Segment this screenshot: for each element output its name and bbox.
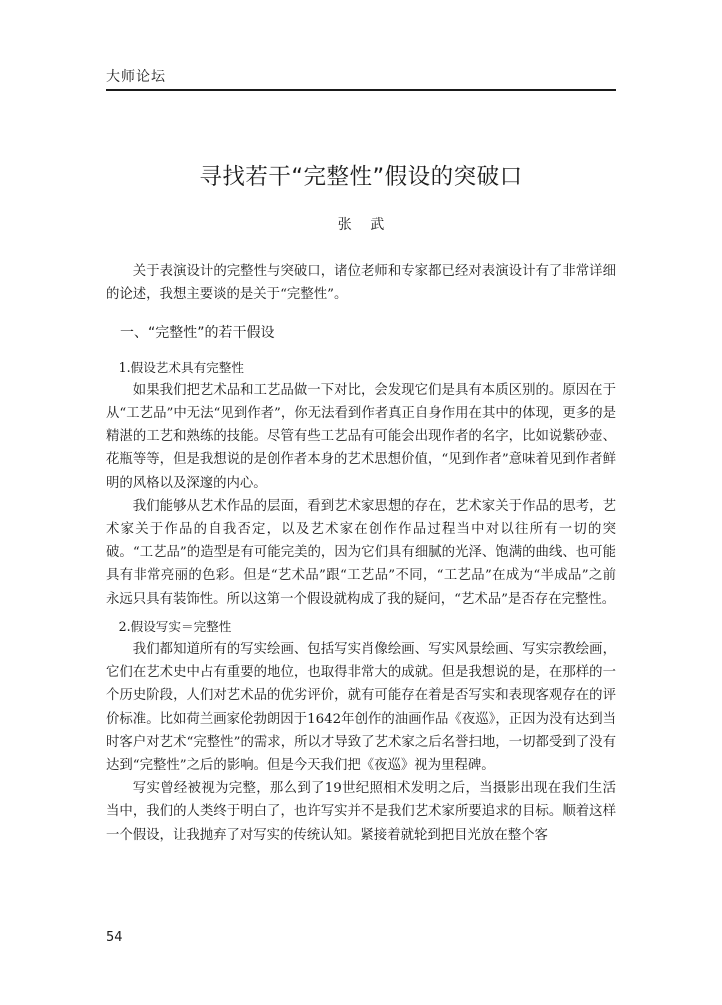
article-title: 寻找若干“完整性”假设的突破口 xyxy=(199,164,523,190)
article-body xyxy=(106,260,616,847)
intro-paragraph: 关于表演设计的完整性与突破口，诸位老师和专家都已经对表演设计有了非常详细的论述，我想主要谈的是关于“完整性”。 xyxy=(106,264,616,303)
subsection-heading: 2.假设写实＝完整性 xyxy=(118,618,232,634)
author-name: 张 武 xyxy=(337,217,385,233)
body-paragraph: 写实曾经被视为完整，那么到了19世纪照相术发明之后，当摄影出现在我们生活当中，我们的人类终于明白了，也许写实并不是我们艺术家所要追求的目标。顺着这样一个假设，让我抛弃了对写实的传统认知。紧接着就轮到把目光放在整个客 xyxy=(106,781,616,843)
body-paragraph: 我们都知道所有的写实绘画、包括写实肖像绘画、写实风景绘画、写实宗教绘画，它们在艺术史中占有重要的地位，也取得非常大的成就。但是我想说的是，在那样的一个历史阶段，人们对艺术品的优劣评价，就有可能存在着是否写实和表现客观存在的评价标准。比如荷兰画家伦勃朗因于1642年创作的油画作品《夜巡》，正因为没有达到当时客户对艺术“完整性”的需求，所以才导致了艺术家之后名誉扫地，一切都受到了没有达到“完整性”之后的影响。但是今天我们把《夜巡》视为里程碑。 xyxy=(106,642,616,774)
header-rule xyxy=(106,89,616,91)
body-paragraph: 我们能够从艺术作品的层面，看到艺术家思想的存在，艺术家关于作品的思考，艺术家关于作品的自我否定，以及艺术家在创作作品过程当中对以往所有一切的突破。“工艺品”的造型是有可能完美的，因为它们具有细腻的光泽、饱满的曲线、也可能具有非常亮丽的色彩。但是“艺术品”跟“工艺品”不同，“工艺品”在成为“半成品”之前永远只具有装饰性。所以这第一个假设就构成了我的疑问，“艺术品”是否存在完整性。 xyxy=(106,498,616,607)
subsection-heading: 1.假设艺术具有完整性 xyxy=(118,359,244,375)
running-head: 大师论坛 xyxy=(106,69,166,85)
section-heading: 一、“完整性”的若干假设 xyxy=(120,325,275,342)
body-paragraph: 如果我们把艺术品和工艺品做一下对比，会发现它们是具有本质区别的。原因在于从“工艺品”中无法“见到作者”，你无法看到作者真正自身作用在其中的体现，更多的是精湛的工艺和熟练的技能。尽管有些工艺品有可能会出现作者的名字，比如说紫砂壶、花瓶等等，但是我想说的是创作者本身的艺术思想价值，“见到作者”意味着见到作者鲜明的风格以及深邃的内心。 xyxy=(106,382,616,491)
page-number: 54 xyxy=(106,930,123,945)
